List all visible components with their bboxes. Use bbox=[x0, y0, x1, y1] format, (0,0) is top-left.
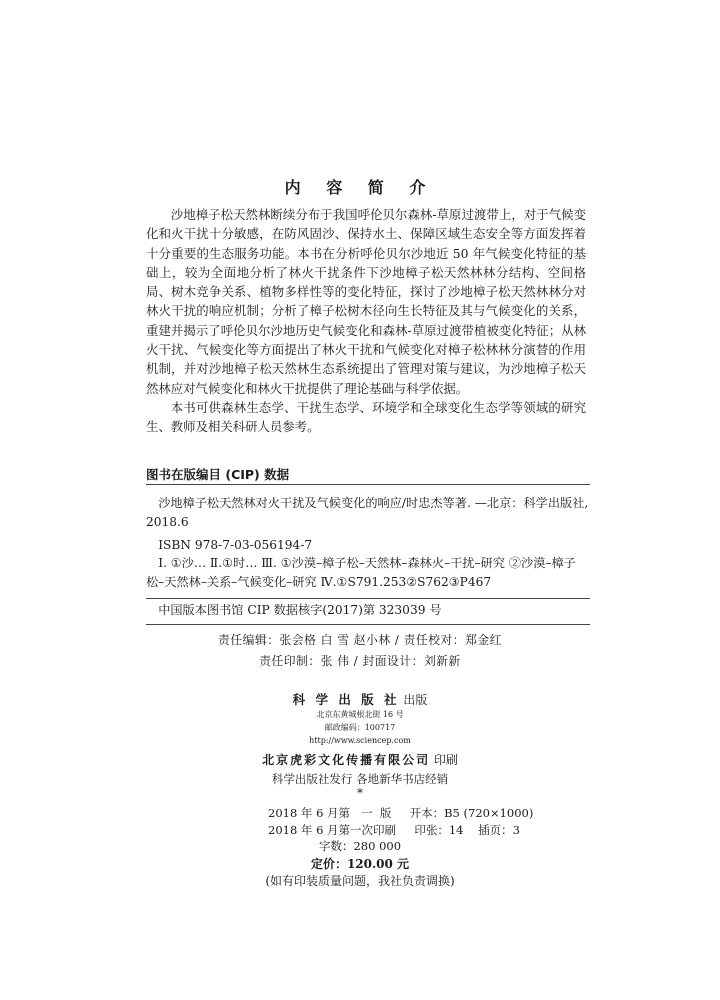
production-credits: 责任印制：张 伟 / 封面设计：刘新新 bbox=[259, 654, 461, 668]
publisher-suffix: 出版 bbox=[403, 693, 428, 707]
printer-suffix: 印刷 bbox=[433, 753, 458, 767]
distribution-line: 科学出版社发行 各地新华书店经销 bbox=[271, 772, 449, 786]
quality-notice: (如有印装质量问题，我社负责调换) bbox=[265, 874, 455, 888]
cn-record-text: 中国版本图书馆 CIP 数据核字(2017)第 323039 号 bbox=[158, 603, 442, 617]
word-count: 字数：280 000 bbox=[318, 839, 402, 853]
publisher-address: 北京东黄城根北街 16 号 bbox=[316, 710, 404, 719]
editor-credits: 责任编辑：张会格 白 雪 赵小林 / 责任校对：郑金红 bbox=[218, 633, 502, 647]
printer-name: 北京虎彩文化传播有限公司 bbox=[262, 753, 431, 767]
divider bbox=[146, 598, 590, 599]
cip-isbn bbox=[146, 536, 590, 555]
cip-classification bbox=[146, 554, 590, 592]
printer-line bbox=[0, 751, 720, 768]
summary-title: 内 容 简 介 bbox=[284, 178, 436, 197]
cip-cn-record bbox=[146, 601, 590, 620]
publisher-name: 科 学 出 版 社 bbox=[292, 692, 400, 707]
cip-heading: 图书在版编目 (CIP) 数据 bbox=[146, 467, 290, 482]
publisher-postcode: 邮政编码：100717 bbox=[324, 723, 396, 732]
publisher-line bbox=[0, 690, 720, 708]
divider bbox=[146, 624, 590, 625]
publisher-url: http://www.sciencep.com bbox=[309, 736, 411, 745]
classification-text: Ⅰ. ①沙… Ⅱ.①时… Ⅲ. ①沙漠–樟子松–天然林–森林火–干扰–研究 ②沙漠–樟子松–天然林–关系–气候变化–研究 Ⅳ.①S791.253②S762③P467 bbox=[146, 556, 576, 589]
summary-text bbox=[146, 205, 586, 437]
cip-record bbox=[146, 494, 590, 532]
printing-line: 2018 年 6 月第一次印刷 印张：14 插页：3 bbox=[268, 823, 520, 837]
cip-record-text: 沙地樟子松天然林对火干扰及气候变化的响应/时忠杰等著. —北京：科学出版社, 2018.6 bbox=[146, 496, 589, 529]
price: 定价：120.00 元 bbox=[310, 857, 410, 871]
isbn-text: ISBN 978-7-03-056194-7 bbox=[158, 538, 313, 552]
edition-line: 2018 年 6 月第 一 版 开本：B5 (720×1000) bbox=[268, 806, 534, 820]
divider bbox=[146, 484, 590, 485]
summary-paragraph: 沙地樟子松天然林断续分布于我国呼伦贝尔森林-草原过渡带上，对于气候变化和火干扰十分敏感，在防风固沙、保持水土、保障区域生态安全等方面发挥着十分重要的生态服务功能。本书在分析呼伦贝尔沙地近 50 年气候变化特征的基础上，较为全面地分析了林火干扰条件下沙地樟子松天然林林分结构、空间格局、树木竞争关系、植物多样性等的变化特征，探讨了沙地樟子松天然林林分对林火干扰的响应机制；分析了樟子松树木径向生长特征及其与气候变化的关系，重建并揭示了呼伦贝尔沙地历史气候变化和森林-草原过渡带植被变化特征；从林火干扰、气候变化等方面提出了林火干扰和气候变化对樟子松林林分演替的作用机制，并对沙地樟子松天然林生态系统提出了管理对策与建议，为沙地樟子松天然林应对气候变化和林火干扰提供了理论基础与科学依据。 bbox=[146, 207, 586, 396]
summary-paragraph: 本书可供森林生态学、干扰生态学、环境学和全球变化生态学等领域的研究生、教师及相关科研人员参考。 bbox=[146, 399, 586, 435]
asterisk-separator: * bbox=[357, 786, 363, 800]
